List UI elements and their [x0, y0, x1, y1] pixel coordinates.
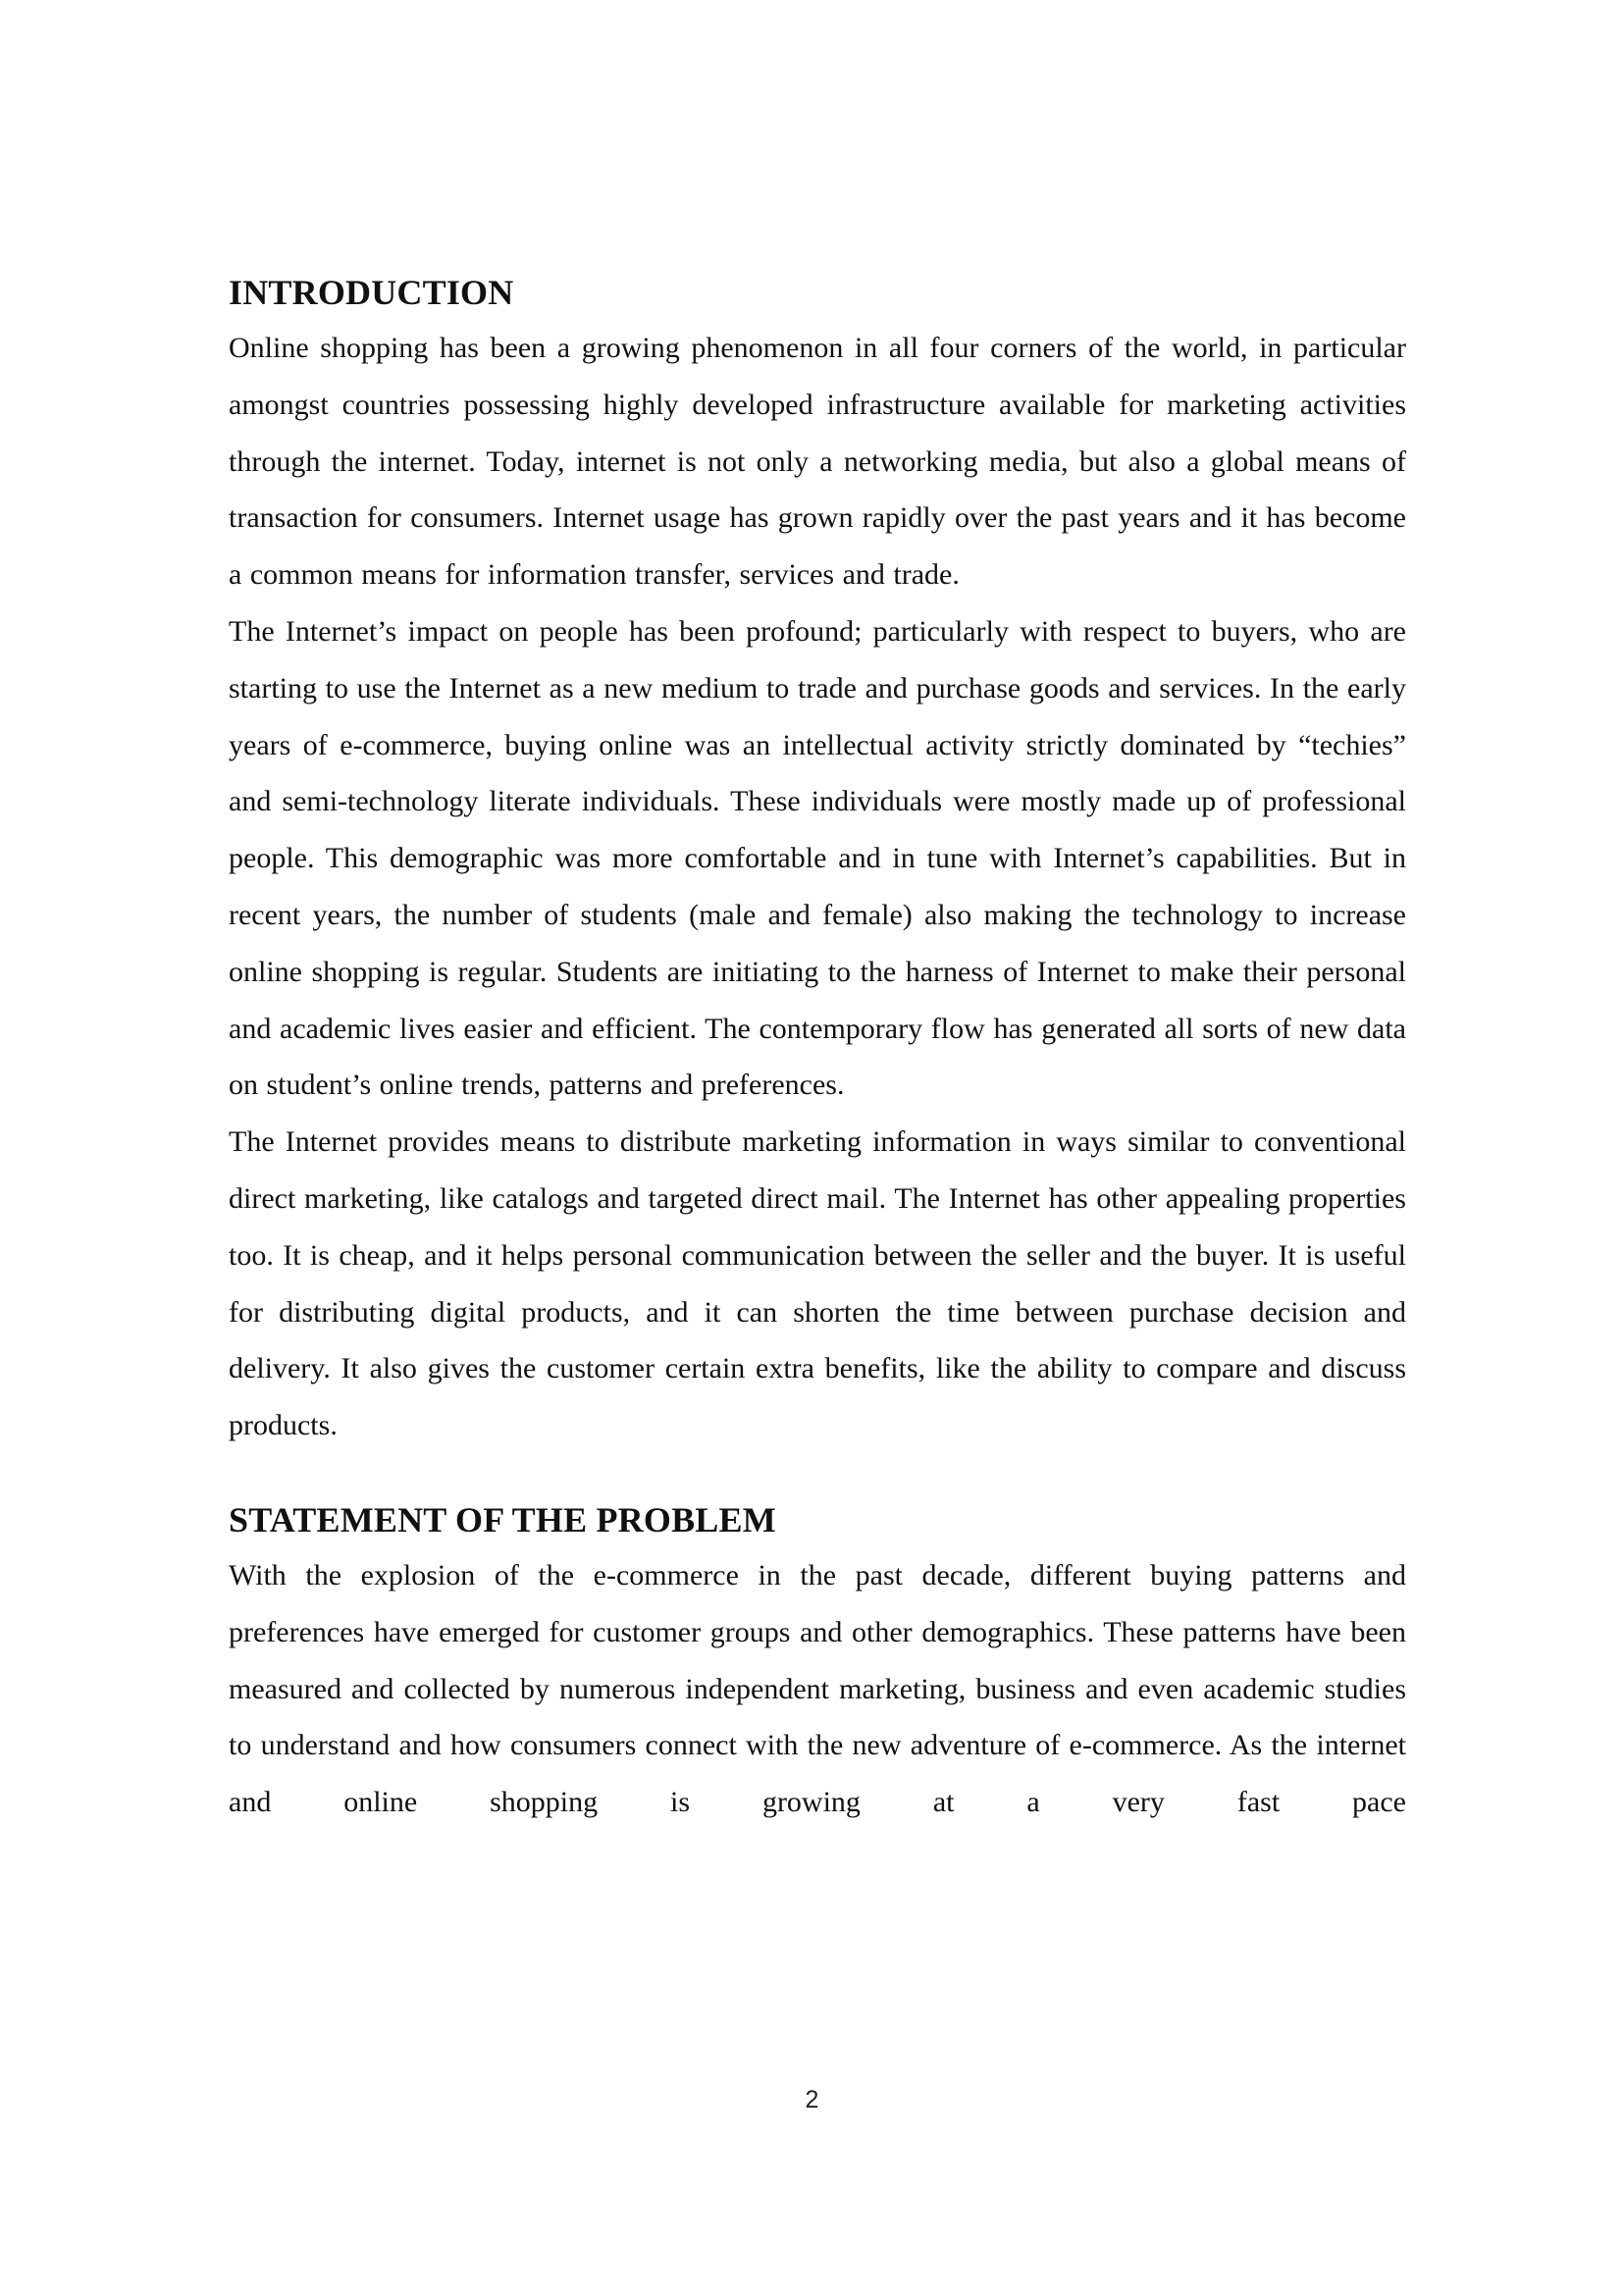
- introduction-paragraph-3: The Internet provides means to distribute marketing information in ways similar to conventional direct marketing, like catalogs and targeted direct mail. The Internet has other appealing properties too. It is cheap, and it helps personal communication between the seller and the buyer. It is useful for distributing digital products, and it can shorten the time between purchase decision and delivery. It also gives the customer certain extra benefits, like the ability to compare and discuss products.: [229, 1125, 1406, 1442]
- introduction-paragraph-2: The Internet’s impact on people has been profound; particularly with respect to buyers, who are starting to use the Internet as a new medium to trade and purchase goods and services. In the early years of e-commerce, buying online was an intellectual activity strictly dominated by “techies” and semi-technology literate individuals. These individuals were mostly made up of professional people. This demographic was more comfortable and in tune with Internet’s capabilities. But in recent years, the number of students (male and female) also making the technology to increase online shopping is regular. Students are initiating to the harness of Internet to make their personal and academic lives easier and efficient. The contemporary flow has generated all sorts of new data on student’s online trends, patterns and preferences.: [229, 614, 1406, 1102]
- introduction-heading: INTRODUCTION: [229, 273, 514, 312]
- problem-statement-heading: STATEMENT OF THE PROBLEM: [229, 1499, 776, 1539]
- page-body: [229, 265, 1406, 1831]
- page-number: 2: [805, 2086, 819, 2113]
- problem-statement-paragraph-1: With the explosion of the e-commerce in the past decade, different buying patterns and preferences have emerged for customer groups and other demographics. These patterns have been measured and collected by numerous independent marketing, business and even academic studies to understand and how consumers connect with the new adventure of e-commerce. As the internet and online shopping is growing at a very fast pace: [229, 1558, 1406, 1819]
- introduction-paragraph-1: Online shopping has been a growing phenomenon in all four corners of the world, in particular amongst countries possessing highly developed infrastructure available for marketing activities through the internet. Today, internet is not only a networking media, but also a global means of transaction for consumers. Internet usage has grown rapidly over the past years and it has become a common means for information transfer, services and trade.: [229, 332, 1406, 592]
